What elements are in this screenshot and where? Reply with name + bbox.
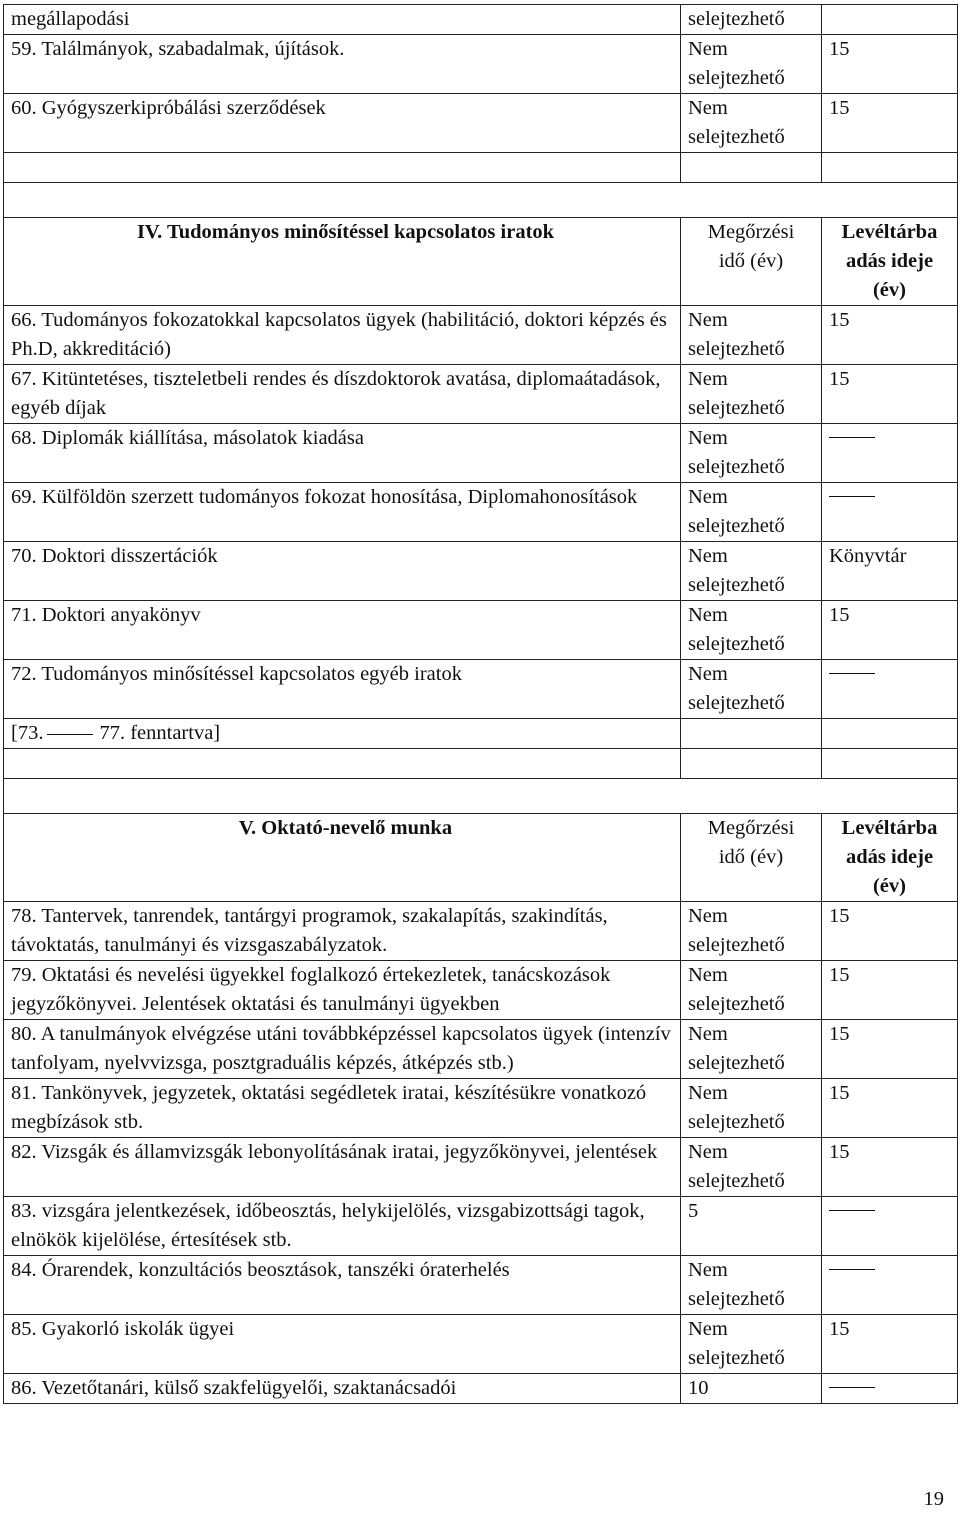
archive-time	[822, 660, 958, 719]
reserved-row	[4, 719, 958, 749]
dash-mark	[829, 1269, 875, 1270]
item-description: 82. Vizsgák és államvizsgák lebonyolításának iratai, jegyzőkönyvei, jelentések	[4, 1138, 681, 1197]
dash-mark	[829, 1387, 875, 1388]
archive-time	[822, 1374, 958, 1404]
item-description: 78. Tantervek, tanrendek, tantárgyi programok, szakalapítás, szakindítás, távoktatás, tanulmányi és vizsgaszabályzatok.	[4, 902, 681, 961]
item-description: 80. A tanulmányok elvégzése utáni továbbképzéssel kapcsolatos ügyek (intenzív tanfolyam, nyelvvizsga, posztgraduális képzés, átképzés stb.)	[4, 1020, 681, 1079]
retention-period: Nem selejtezhető	[681, 601, 822, 660]
table-row	[4, 1315, 958, 1374]
item-description: 81. Tankönyvek, jegyzetek, oktatási segédletek iratai, készítésükre vonatkozó megbízások stb.	[4, 1079, 681, 1138]
section-header-row	[4, 218, 958, 306]
retention-header: Megőrzési idő (év)	[681, 814, 822, 902]
retention-period: Nem selejtezhető	[681, 306, 822, 365]
table-row	[4, 35, 958, 94]
retention-period: Nem selejtezhető	[681, 365, 822, 424]
table-row	[4, 542, 958, 601]
table-row	[4, 961, 958, 1020]
item-description: 70. Doktori disszertációk	[4, 542, 681, 601]
retention-header: Megőrzési idő (év)	[681, 218, 822, 306]
retention-period: selejtezhető	[681, 5, 822, 35]
table-row	[4, 483, 958, 542]
section-gap	[4, 183, 958, 218]
retention-period: Nem selejtezhető	[681, 1020, 822, 1079]
table-row	[4, 1138, 958, 1197]
table-row	[4, 902, 958, 961]
reserved-range	[4, 719, 681, 749]
retention-period: Nem selejtezhető	[681, 35, 822, 94]
retention-period: Nem selejtezhető	[681, 902, 822, 961]
table-row	[4, 1197, 958, 1256]
section-title: V. Oktató-nevelő munka	[4, 814, 681, 902]
item-description: megállapodási	[4, 5, 681, 35]
retention-period: Nem selejtezhető	[681, 424, 822, 483]
table-row	[4, 94, 958, 153]
archive-time: 15	[822, 961, 958, 1020]
archive-time	[822, 483, 958, 542]
item-description: 72. Tudományos minősítéssel kapcsolatos egyéb iratok	[4, 660, 681, 719]
retention-period: Nem selejtezhető	[681, 94, 822, 153]
archive-time: 15	[822, 35, 958, 94]
archive-time	[822, 1256, 958, 1315]
archive-time: 15	[822, 601, 958, 660]
dash-mark	[829, 1210, 875, 1211]
retention-period: Nem selejtezhető	[681, 660, 822, 719]
archive-time: 15	[822, 365, 958, 424]
item-description: 59. Találmányok, szabadalmak, újítások.	[4, 35, 681, 94]
retention-period: Nem selejtezhető	[681, 483, 822, 542]
item-description: 68. Diplomák kiállítása, másolatok kiadása	[4, 424, 681, 483]
item-description: 67. Kitüntetéses, tiszteletbeli rendes és díszdoktorok avatása, diplomaátadások, egyéb díjak	[4, 365, 681, 424]
retention-period: 10	[681, 1374, 822, 1404]
archive-time: 15	[822, 902, 958, 961]
reserved-suffix: 77. fenntartva]	[99, 722, 221, 744]
table-row	[4, 424, 958, 483]
archive-time: Könyvtár	[822, 542, 958, 601]
archive-time	[822, 5, 958, 35]
table-row	[4, 1374, 958, 1404]
archive-header: Levéltárba adás ideje (év)	[822, 814, 958, 902]
range-dash	[47, 734, 93, 735]
archive-time: 15	[822, 1079, 958, 1138]
dash-mark	[829, 437, 875, 438]
item-description: 85. Gyakorló iskolák ügyei	[4, 1315, 681, 1374]
retention-period: Nem selejtezhető	[681, 1256, 822, 1315]
blank-row	[4, 749, 958, 779]
archive-time: 15	[822, 1138, 958, 1197]
table-row	[4, 1020, 958, 1079]
item-description: 84. Órarendek, konzultációs beosztások, tanszéki óraterhelés	[4, 1256, 681, 1315]
archive-time: 15	[822, 306, 958, 365]
section-gap	[4, 779, 958, 814]
table-row	[4, 1256, 958, 1315]
item-description: 60. Gyógyszerkipróbálási szerződések	[4, 94, 681, 153]
item-description: 79. Oktatási és nevelési ügyekkel foglalkozó értekezletek, tanácskozások jegyzőkönyvei. Jelentések oktatási és tanulmányi ügyekben	[4, 961, 681, 1020]
archive-time: 15	[822, 1315, 958, 1374]
table-row	[4, 306, 958, 365]
table-row	[4, 601, 958, 660]
table-row	[4, 5, 958, 35]
section-title: IV. Tudományos minősítéssel kapcsolatos iratok	[4, 218, 681, 306]
table-row	[4, 1079, 958, 1138]
table-row	[4, 660, 958, 719]
item-description: 86. Vezetőtanári, külső szakfelügyelői, szaktanácsadói	[4, 1374, 681, 1404]
dash-mark	[829, 496, 875, 497]
blank-row	[4, 153, 958, 183]
retention-period: Nem selejtezhető	[681, 961, 822, 1020]
retention-period: 5	[681, 1197, 822, 1256]
dash-mark	[829, 673, 875, 674]
archive-time	[822, 424, 958, 483]
archive-time: 15	[822, 94, 958, 153]
section-header-row	[4, 814, 958, 902]
archive-header: Levéltárba adás ideje (év)	[822, 218, 958, 306]
page-number: 19	[923, 1488, 944, 1510]
retention-period: Nem selejtezhető	[681, 1315, 822, 1374]
retention-table	[3, 4, 958, 1404]
item-description: 66. Tudományos fokozatokkal kapcsolatos ügyek (habilitáció, doktori képzés és Ph.D, akkreditáció)	[4, 306, 681, 365]
archive-time	[822, 1197, 958, 1256]
item-description: 69. Külföldön szerzett tudományos fokozat honosítása, Diplomahonosítások	[4, 483, 681, 542]
item-description: 83. vizsgára jelentkezések, időbeosztás, helykijelölés, vizsgabizottsági tagok, elnökök kijelölése, értesítések stb.	[4, 1197, 681, 1256]
retention-period: Nem selejtezhető	[681, 1138, 822, 1197]
reserved-prefix: [73.	[11, 722, 44, 744]
item-description: 71. Doktori anyakönyv	[4, 601, 681, 660]
retention-period: Nem selejtezhető	[681, 542, 822, 601]
archive-time: 15	[822, 1020, 958, 1079]
retention-period: Nem selejtezhető	[681, 1079, 822, 1138]
table-row	[4, 365, 958, 424]
